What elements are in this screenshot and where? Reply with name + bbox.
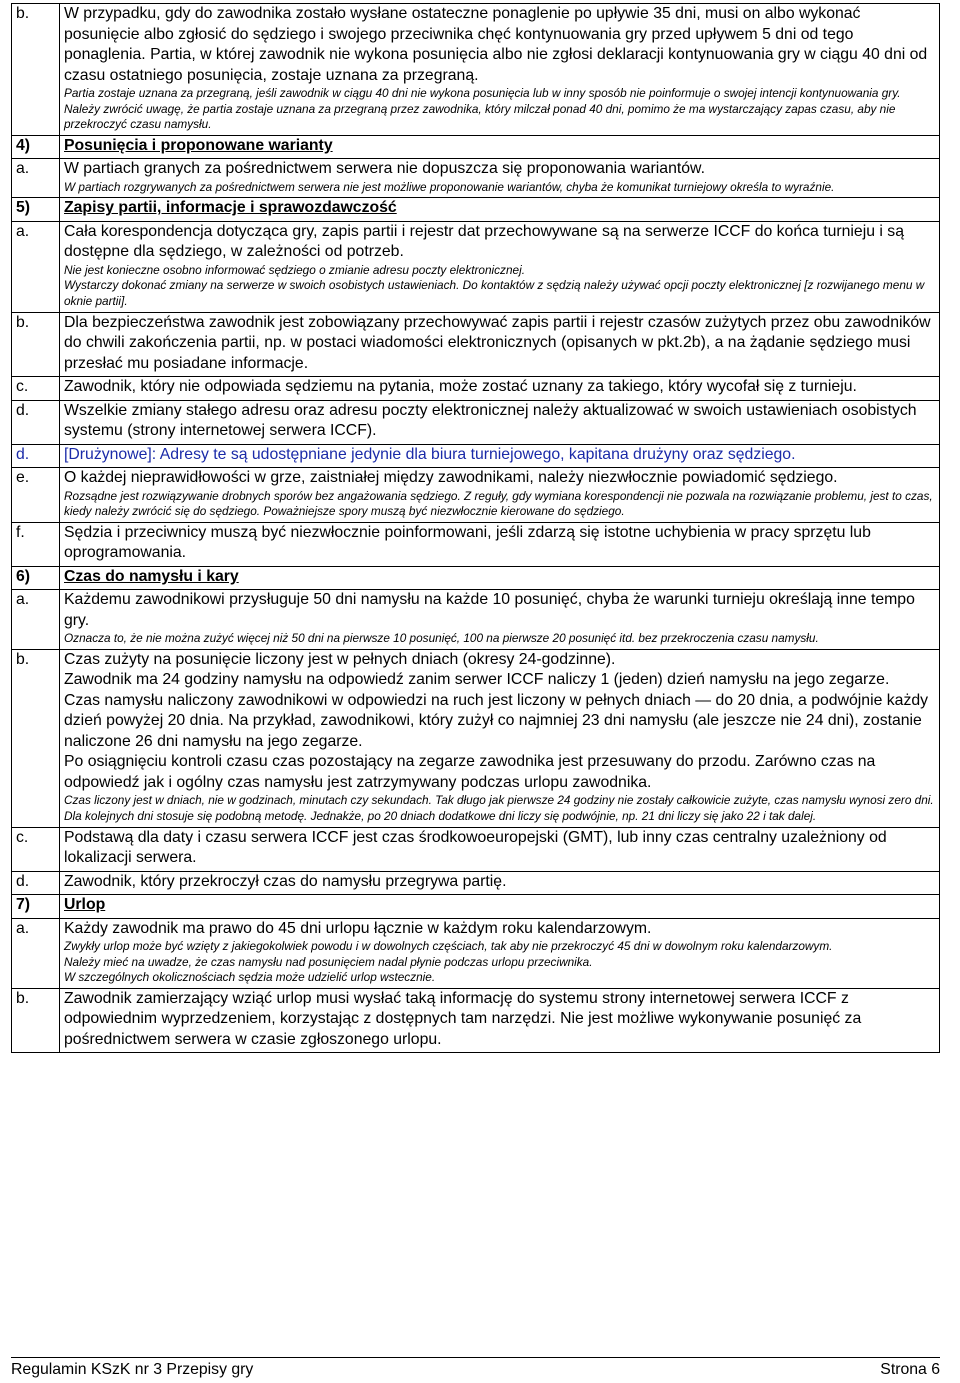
rule-label: a. <box>12 159 60 198</box>
rule-note: Wystarczy dokonać zmiany na serwerze w swoich osobistych ustawieniach. Do kontaktów z sędzią należy używać opcji poczty elektronicznej [z rozwijanego menu w oknie partii]. <box>64 278 925 309</box>
rule-row <box>12 468 940 523</box>
rules-table <box>11 3 940 1053</box>
rule-note: Oznacza to, że nie można zużyć więcej niż 50 dni na pierwsze 10 posunięć, 100 na pierwsze 20 posunięć itd. bez przekroczenia czasu namysłu. <box>64 631 819 646</box>
rule-text: Zawodnik zamierzający wziąć urlop musi wysłać taką informację do systemu strony internetowej serwera ICCF z odpowiednim wyprzedzeniem, korzystając z dostępnych tam narzędzi. Nie jest możliwe wykonywanie posunięć za pośrednictwem serwera w czasie zgłoszonego urlopu. <box>60 988 940 1053</box>
rule-row <box>12 649 940 827</box>
section-heading: Urlop <box>60 895 940 919</box>
rule-main: Każdemu zawodnikowi przysługuje 50 dni namysłu na każde 10 posunięć, chyba że warunki turnieju określają inne tempo gry. <box>64 591 915 629</box>
rule-paragraph: Czas zużyty na posunięcie liczony jest w pełnych dniach (okresy 24-godzinne). <box>64 650 616 668</box>
page-footer <box>11 1361 940 1379</box>
rule-label: a. <box>12 221 60 312</box>
rule-label: a. <box>12 590 60 650</box>
rule-text: [Drużynowe]: Adresy te są udostępniane jedynie dla biura turniejowego, kapitana drużyny oraz sędziego. <box>60 444 940 468</box>
rule-note: Należy mieć na uwadze, że czas namysłu nad posunięciem nadal płynie podczas urlopu przeciwnika. <box>64 954 593 969</box>
rule-row <box>12 312 940 377</box>
rule-note: Rozsądne jest rozwiązywanie drobnych sporów bez angażowania sędziego. Z reguły, gdy wymiana korespondencji nie pozwala na rozwiązanie problemu, jest to czas, kiedy należy zwrócić się do sędziego. Poważniejsze spory muszą być niezwłocznie kierowane do sędziego. <box>64 488 933 519</box>
rule-text: Dla bezpieczeństwa zawodnik jest zobowiązany przechowywać zapis partii i rejestr czasów zużytych przez obu zawodników do chwili zakończenia partii, np. w postaci wiadomości elektronicznych (opisanych w pkt.2b), a na żądanie sędziego musi przesłać mu posiadane informacje. <box>60 312 940 377</box>
section-heading-row <box>12 566 940 590</box>
rule-row <box>12 871 940 895</box>
rule-row <box>12 918 940 988</box>
rule-main: W przypadku, gdy do zawodnika zostało wysłane ostateczne ponaglenie po upływie 35 dni, musi on albo wykonać posunięcie albo zgłosić do sędziego i swojego przeciwnika chęć kontynuowania gry przed upływem 5 dni od tego ponaglenia. Partia, w której zawodnik nie wykona posunięcia albo nie zgłosi deklaracji kontynuowania gry w ciągu 40 dni od czasu ostatniego posunięcia, zostaje uznana za przegraną. <box>64 5 928 84</box>
section-heading-row <box>12 135 940 159</box>
rule-text: Podstawą dla daty i czasu serwera ICCF jest czas środkowoeuropejski (GMT), lub inny czas centralny uzależniony od lokalizacji serwera. <box>60 827 940 871</box>
rule-label: c. <box>12 377 60 401</box>
rule-text <box>60 590 940 650</box>
section-heading-row <box>12 198 940 222</box>
rule-paragraph: Czas namysłu naliczony zawodnikowi w odpowiedzi na ruch jest liczony w pełnych dniach — do 20 dnia, a podwójnie każdy dzień powyżej 20 dnia. Na przykład, zawodnikowi, który zużył co najmniej 23 dni namysłu (ale jeszcze nie 24 dni), zostanie naliczone 26 dni namysłu na jego zegarze. <box>64 691 929 750</box>
section-number: 4) <box>12 135 60 159</box>
rule-row <box>12 377 940 401</box>
rule-row <box>12 400 940 444</box>
rule-label: b. <box>12 4 60 136</box>
rule-text: Zawodnik, który nie odpowiada sędziemu na pytania, może zostać uznany za takiego, który wycofał się z turnieju. <box>60 377 940 401</box>
rule-note: Nie jest konieczne osobno informować sędziego o zmianie adresu poczty elektronicznej. <box>64 262 525 277</box>
rule-text <box>60 468 940 523</box>
rule-main: Każdy zawodnik ma prawo do 45 dni urlopu łącznie w każdym roku kalendarzowym. <box>64 919 652 937</box>
rule-label: d. <box>12 444 60 468</box>
rule-note: W szczególnych okolicznościach sędzia może udzielić urlop wstecznie. <box>64 970 436 985</box>
rule-paragraph: Zawodnik ma 24 godziny namysłu na odpowiedź zanim serwer ICCF naliczy 1 (jeden) dzień namysłu na jego zegarze. <box>64 671 890 689</box>
section-number: 5) <box>12 198 60 222</box>
rule-main: W partiach granych za pośrednictwem serwera nie dopuszcza się proponowania wariantów. <box>64 160 705 178</box>
rule-label: c. <box>12 827 60 871</box>
rule-row <box>12 159 940 198</box>
rule-label: b. <box>12 988 60 1053</box>
footer-divider <box>11 1357 940 1358</box>
section-heading: Posunięcia i proponowane warianty <box>60 135 940 159</box>
rule-row <box>12 221 940 312</box>
rule-label: a. <box>12 918 60 988</box>
rule-text <box>60 4 940 136</box>
rule-row <box>12 827 940 871</box>
rule-text: Wszelkie zmiany stałego adresu oraz adresu poczty elektronicznej należy aktualizować w swoich ustawieniach osobistych systemu (strony internetowej serwera ICCF). <box>60 400 940 444</box>
rule-label: d. <box>12 871 60 895</box>
section-number: 7) <box>12 895 60 919</box>
rule-row <box>12 522 940 566</box>
rule-main: Cała korespondencja dotycząca gry, zapis partii i rejestr dat przechowywane są na serwerze ICCF do końca turnieju i są dostępne dla sędziego, w zależności od potrzeb. <box>64 222 904 261</box>
rule-main: O każdej nieprawidłowości w grze, zaistniałej między zawodnikami, należy niezwłocznie powiadomić sędziego. <box>64 469 838 487</box>
rule-row <box>12 4 940 136</box>
rule-paragraph: Po osiągnięciu kontroli czasu czas pozostający na zegarze zawodnika jest przesuwany do przodu. Zarówno czas na odpowiedź jak i ogólny czas namysłu jest zatrzymywany podczas urlopu zawodnika. <box>64 753 876 791</box>
section-heading: Czas do namysłu i kary <box>60 566 940 590</box>
rule-text <box>60 221 940 312</box>
rule-label: e. <box>12 468 60 523</box>
section-heading: Zapisy partii, informacje i sprawozdawczość <box>60 198 940 222</box>
rule-note: Partia zostaje uznana za przegraną, jeśli zawodnik w ciągu 40 dni nie wykona posunięcia lub w inny sposób nie poinformuje o swojej intencji kontynuowania gry. Należy zwrócić uwagę, że partia zostaje uznana za przegraną przez zawodnika, który milczał ponad 40 dni, pomimo że ma wystarczający zapas czasu, aby nie przekroczyć czasu namysłu. <box>64 86 901 132</box>
rule-label: d. <box>12 400 60 444</box>
rule-label: b. <box>12 312 60 377</box>
rule-text: Zawodnik, który przekroczył czas do namysłu przegrywa partię. <box>60 871 940 895</box>
rule-row <box>12 988 940 1053</box>
section-number: 6) <box>12 566 60 590</box>
rule-label: f. <box>12 522 60 566</box>
rule-note: W partiach rozgrywanych za pośrednictwem serwera nie jest możliwe proponowanie wariantów, chyba że komunikat turniejowy określa to wyraźnie. <box>64 179 835 194</box>
rule-label: b. <box>12 649 60 827</box>
rule-note: Zwykły urlop może być wzięty z jakiegokolwiek powodu i w dowolnych częściach, tak aby nie przekroczyć 45 dni w dowolnym roku kalendarzowym. <box>64 939 833 954</box>
rule-text: Sędzia i przeciwnicy muszą być niezwłocznie poinformowani, jeśli zdarzą się istotne uchybienia w pracy sprzętu lub oprogramowania. <box>60 522 940 566</box>
footer-page-number: Strona 6 <box>880 1361 940 1378</box>
section-heading-row <box>12 895 940 919</box>
rule-note: Czas liczony jest w dniach, nie w godzinach, minutach czy sekundach. Tak długo jak pierwsze 24 godziny nie zostały całkowicie zużyte, czas namysłu wynosi zero dni. Dla kolejnych dni stosuje się podobną metodę. Jednakże, po 20 dniach dodatkowe dni liczy się podwójnie, np. 21 dni liczy się jako 22 i tak dalej. <box>64 793 934 824</box>
rule-text <box>60 918 940 988</box>
footer-document-title: Regulamin KSzK nr 3 Przepisy gry <box>11 1361 254 1378</box>
rule-text <box>60 649 940 827</box>
rule-text <box>60 159 940 198</box>
rule-row <box>12 590 940 650</box>
rule-row-team <box>12 444 940 468</box>
